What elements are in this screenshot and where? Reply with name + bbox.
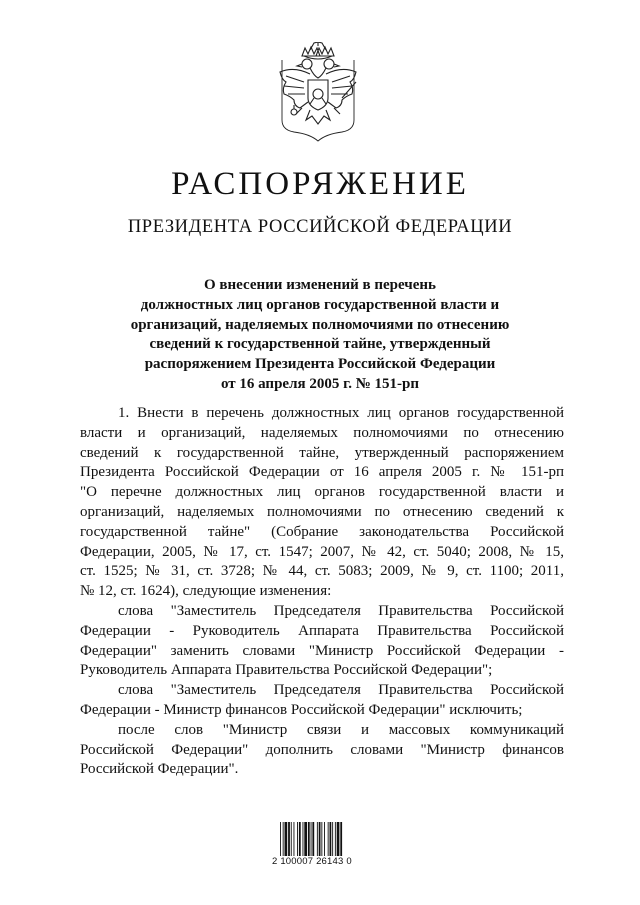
barcode-icon (280, 822, 364, 856)
body-line: Российской Федерации" дополнить словами "Министр финансов (80, 741, 564, 758)
body-line: Федерации" заменить словами "Министр Российской Федерации - (80, 642, 564, 659)
body-line: власти и организаций, наделяемых полномочиями по отнесению (80, 424, 564, 441)
heading-line: от 16 апреля 2005 г. № 151-рп (220, 375, 420, 392)
document-heading (100, 276, 540, 395)
body-line: Федерации - Руководитель Аппарата Правительства Российской (80, 622, 564, 639)
heading-line: сведений к государственной тайне, утвержденный (149, 336, 491, 353)
russian-coat-of-arms-icon (272, 42, 364, 142)
body-line: "О перечне должностных лиц органов государственной власти и (80, 484, 564, 501)
heading-line: должностных лиц органов государственной власти и (140, 296, 500, 313)
body-line: 1. Внести в перечень должностных лиц органов государственной (118, 405, 564, 421)
body-line: сведений к государственной тайне, утвержденный распоряжением (80, 444, 564, 461)
heading-line: распоряжением Президента Российской Федерации (144, 356, 496, 373)
body-line: после слов "Министр связи и массовых коммуникаций (118, 721, 564, 738)
body-line: слова "Заместитель Председателя Правительства Российской (118, 602, 564, 619)
document-body (80, 404, 564, 780)
document-subtitle: ПРЕЗИДЕНТА РОССИЙСКОЙ ФЕДЕРАЦИИ (127, 217, 513, 237)
body-line: государственной тайне" (Собрание законодательства Российской (80, 523, 564, 540)
document-title: РАСПОРЯЖЕНИЕ (171, 166, 469, 202)
body-line: ст. 1525; № 31, ст. 3728; № 44, ст. 5083; 2009, № 9, ст. 1100; 2011, (80, 563, 564, 580)
body-line: Президента Российской Федерации от 16 апреля 2005 г. № 151-рп (80, 464, 564, 481)
body-line: Федерации - Министр финансов Российской Федерации" исключить; (80, 701, 523, 718)
body-line: Руководитель Аппарата Правительства Российской Федерации"; (80, 662, 493, 679)
barcode-number: 2 100007 26143 0 (272, 856, 352, 867)
body-line: № 12, ст. 1624), следующие изменения: (80, 583, 332, 600)
body-line: организаций, наделяемых полномочиями по отнесению сведений к (80, 503, 564, 520)
body-line: Российской Федерации". (80, 761, 239, 778)
body-line: Федерации, 2005, № 17, ст. 1547; 2007, № 42, ст. 5040; 2008, № 15, (80, 543, 564, 560)
heading-line: О внесении изменений в перечень (204, 277, 436, 293)
heading-line: организаций, наделяемых полномочиями по отнесению (130, 316, 510, 333)
body-line: слова "Заместитель Председателя Правительства Российской (118, 682, 564, 699)
